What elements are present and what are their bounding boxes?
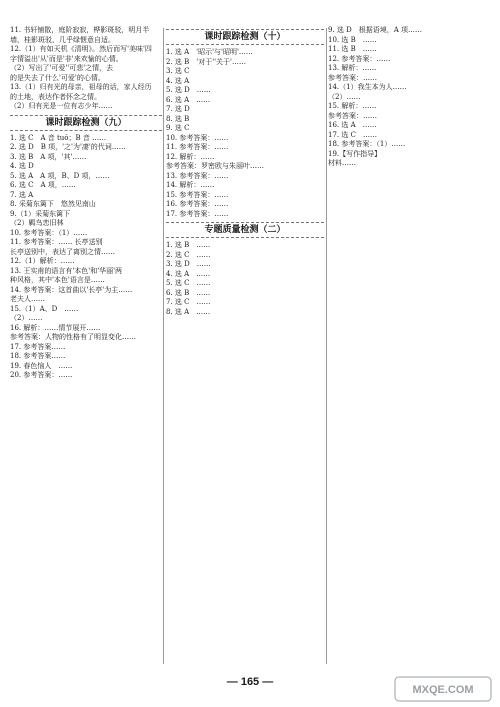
text-line: 2. 选 D B 项，'之'为'凄'的代词……	[10, 143, 126, 151]
text-line: 11. 参考答案：…… 长亭送别	[10, 238, 103, 246]
text-line: 的是失去了什么'可爱'的心情。	[10, 73, 105, 82]
text-line: 4. 选 A	[166, 76, 190, 85]
text-line: 1. 选 C A 音 tuó；B 音 ……	[10, 133, 107, 142]
text-line: 5. 选 D ……	[166, 86, 211, 94]
text-line: 7. 选 A	[10, 190, 34, 199]
text-line: 2. 选 C ……	[166, 250, 211, 259]
text-line: （2）……	[10, 314, 43, 322]
text-line: 17. 参考答案：……	[166, 209, 229, 218]
text-line: 12. 参考答案：……	[328, 54, 391, 63]
text-line: 13. 王实甫的语言有'本色'和'华丽'两	[10, 266, 123, 275]
text-line: 13.（1）归有光的母亲，祖母的话，家人经历	[10, 83, 152, 91]
text-line: 4. 选 D	[10, 162, 34, 170]
section-heading: 课时跟踪检测（九）	[10, 115, 162, 131]
text-line: 8. 选 A ……	[166, 307, 211, 316]
text-line: 15.（1）A、D ……	[10, 304, 79, 313]
text-line: 17. 选 C ……	[328, 130, 377, 139]
column-divider	[326, 28, 327, 664]
text-line: 9. 选 D 根据语境，A 项……	[328, 26, 423, 34]
text-line: 12. 解析：……	[166, 152, 215, 161]
text-line: 7. 选 C ……	[166, 298, 211, 306]
watermark-logo-icon	[394, 676, 492, 702]
text-line: （2）……	[328, 92, 361, 101]
text-line: 16. 参考答案：……	[166, 200, 229, 208]
text-line: 10. 选 B ……	[328, 35, 377, 44]
text-line: 墙，桂影斑驳，几乎绿惬意自适。	[10, 35, 115, 44]
text-line: 10. 参考答案：（1）……	[10, 228, 88, 237]
text-line: 12.（1）有如天机《清明》。然后而写'美味'四	[10, 45, 152, 53]
text-line: 5. 选 C ……	[166, 279, 211, 287]
text-line: 13. 参考答案：……	[166, 171, 229, 180]
text-line: 4. 选 A ……	[166, 269, 211, 278]
text-line: 20. 参考答案：……	[10, 371, 73, 379]
text-line: 6. 选 B ……	[166, 288, 211, 297]
text-line: （2）写出了'可爱''可悲'之情，去	[10, 64, 114, 72]
right-answers	[328, 26, 490, 169]
text-line: 字情溢出'从'而是'非'来欢愉的心情。	[10, 54, 123, 63]
text-line: 8. 采菊东篱下 悠然见南山	[10, 200, 96, 208]
middle-answers-2	[166, 241, 324, 317]
text-line: 13. 解析：……	[328, 64, 377, 72]
text-line: 19. 春色恼人 ……	[10, 361, 73, 370]
text-line: 3. 选 C	[166, 67, 190, 75]
text-line: 7. 选 D	[166, 105, 190, 113]
page-number: — 165 —	[226, 676, 274, 688]
text-line: 5. 选 A A 项，B、D 项，……	[10, 171, 110, 180]
text-line: 1. 选 B ……	[166, 241, 211, 249]
text-line: 参考答案：……	[328, 73, 377, 82]
text-line: 参考答案：人物的性格有了明显变化……	[10, 333, 136, 341]
text-line: （2）归有光是一位有志少年……	[10, 102, 113, 110]
stamp-text: MXQE.COM	[412, 684, 474, 696]
section-heading-2: 专题质量检测（二）	[166, 222, 324, 238]
text-line: 15. 解析：……	[328, 102, 377, 110]
left-column	[10, 26, 162, 666]
text-line: 老夫人……	[10, 295, 45, 303]
text-line: 长亭送别中，表达了离别之情……	[10, 247, 115, 256]
text-line: 参考答案：罗密欧与朱丽叶……	[166, 162, 264, 170]
text-line: 16. 选 A ……	[328, 121, 377, 129]
text-line: 17. 参考答案……	[10, 342, 66, 351]
text-line: 9.（1）采菊东篱下	[10, 209, 71, 218]
left-top-block	[10, 26, 162, 112]
text-line: 19.【写作指导】	[328, 149, 382, 158]
text-line: 的土地，表达作者怀念之情。	[10, 92, 101, 101]
text-line: 14. 解析：……	[166, 181, 215, 189]
text-line: 14.（1）我生本为人……	[328, 83, 407, 91]
text-line: 18. 参考答案……	[10, 352, 66, 360]
text-line: 11. 选 B ……	[328, 45, 377, 53]
text-line: （2）羁鸟恋旧林	[10, 219, 64, 227]
text-line: 参考答案：……	[328, 111, 377, 120]
text-line: 2. 选 B '对于''关于'……	[166, 57, 246, 66]
left-answers	[10, 134, 162, 381]
text-line: 18. 参考答案：（1）……	[328, 140, 406, 148]
text-line: 15. 参考答案：……	[166, 190, 229, 199]
text-line: 11. 书轩铺散，庭阶寂寂，桦影斑驳，明月半	[10, 26, 150, 34]
watermark-stamp	[394, 676, 492, 702]
text-line: 6. 选 C A 项，……	[10, 181, 76, 189]
middle-answers	[166, 48, 324, 219]
text-line: 8. 选 B	[166, 114, 190, 123]
text-line: 3. 选 B A 项，'其'……	[10, 152, 87, 161]
text-line: 6. 选 A ……	[166, 95, 211, 104]
text-line: 16. 解析：……情节展开……	[10, 323, 101, 332]
text-line: 12.（1）解析：……	[10, 257, 75, 265]
text-line: 11. 参考答案：……	[166, 143, 229, 151]
text-line: 3. 选 D ……	[166, 260, 211, 268]
column-divider	[163, 28, 164, 664]
right-column	[328, 26, 490, 666]
text-line: 材料……	[328, 159, 356, 167]
middle-column	[166, 26, 324, 666]
section-heading: 课时跟踪检测（十）	[166, 29, 324, 45]
text-line: 10. 参考答案：……	[166, 133, 229, 142]
text-line: 种风格，其中'本色'语言是……	[10, 276, 105, 284]
text-line: 14. 参考答案：这首曲以'长亭'为主……	[10, 285, 133, 294]
text-line: 9. 选 C	[166, 124, 190, 132]
text-line: 1. 选 A '昭示'与'昭明'……	[166, 48, 253, 56]
